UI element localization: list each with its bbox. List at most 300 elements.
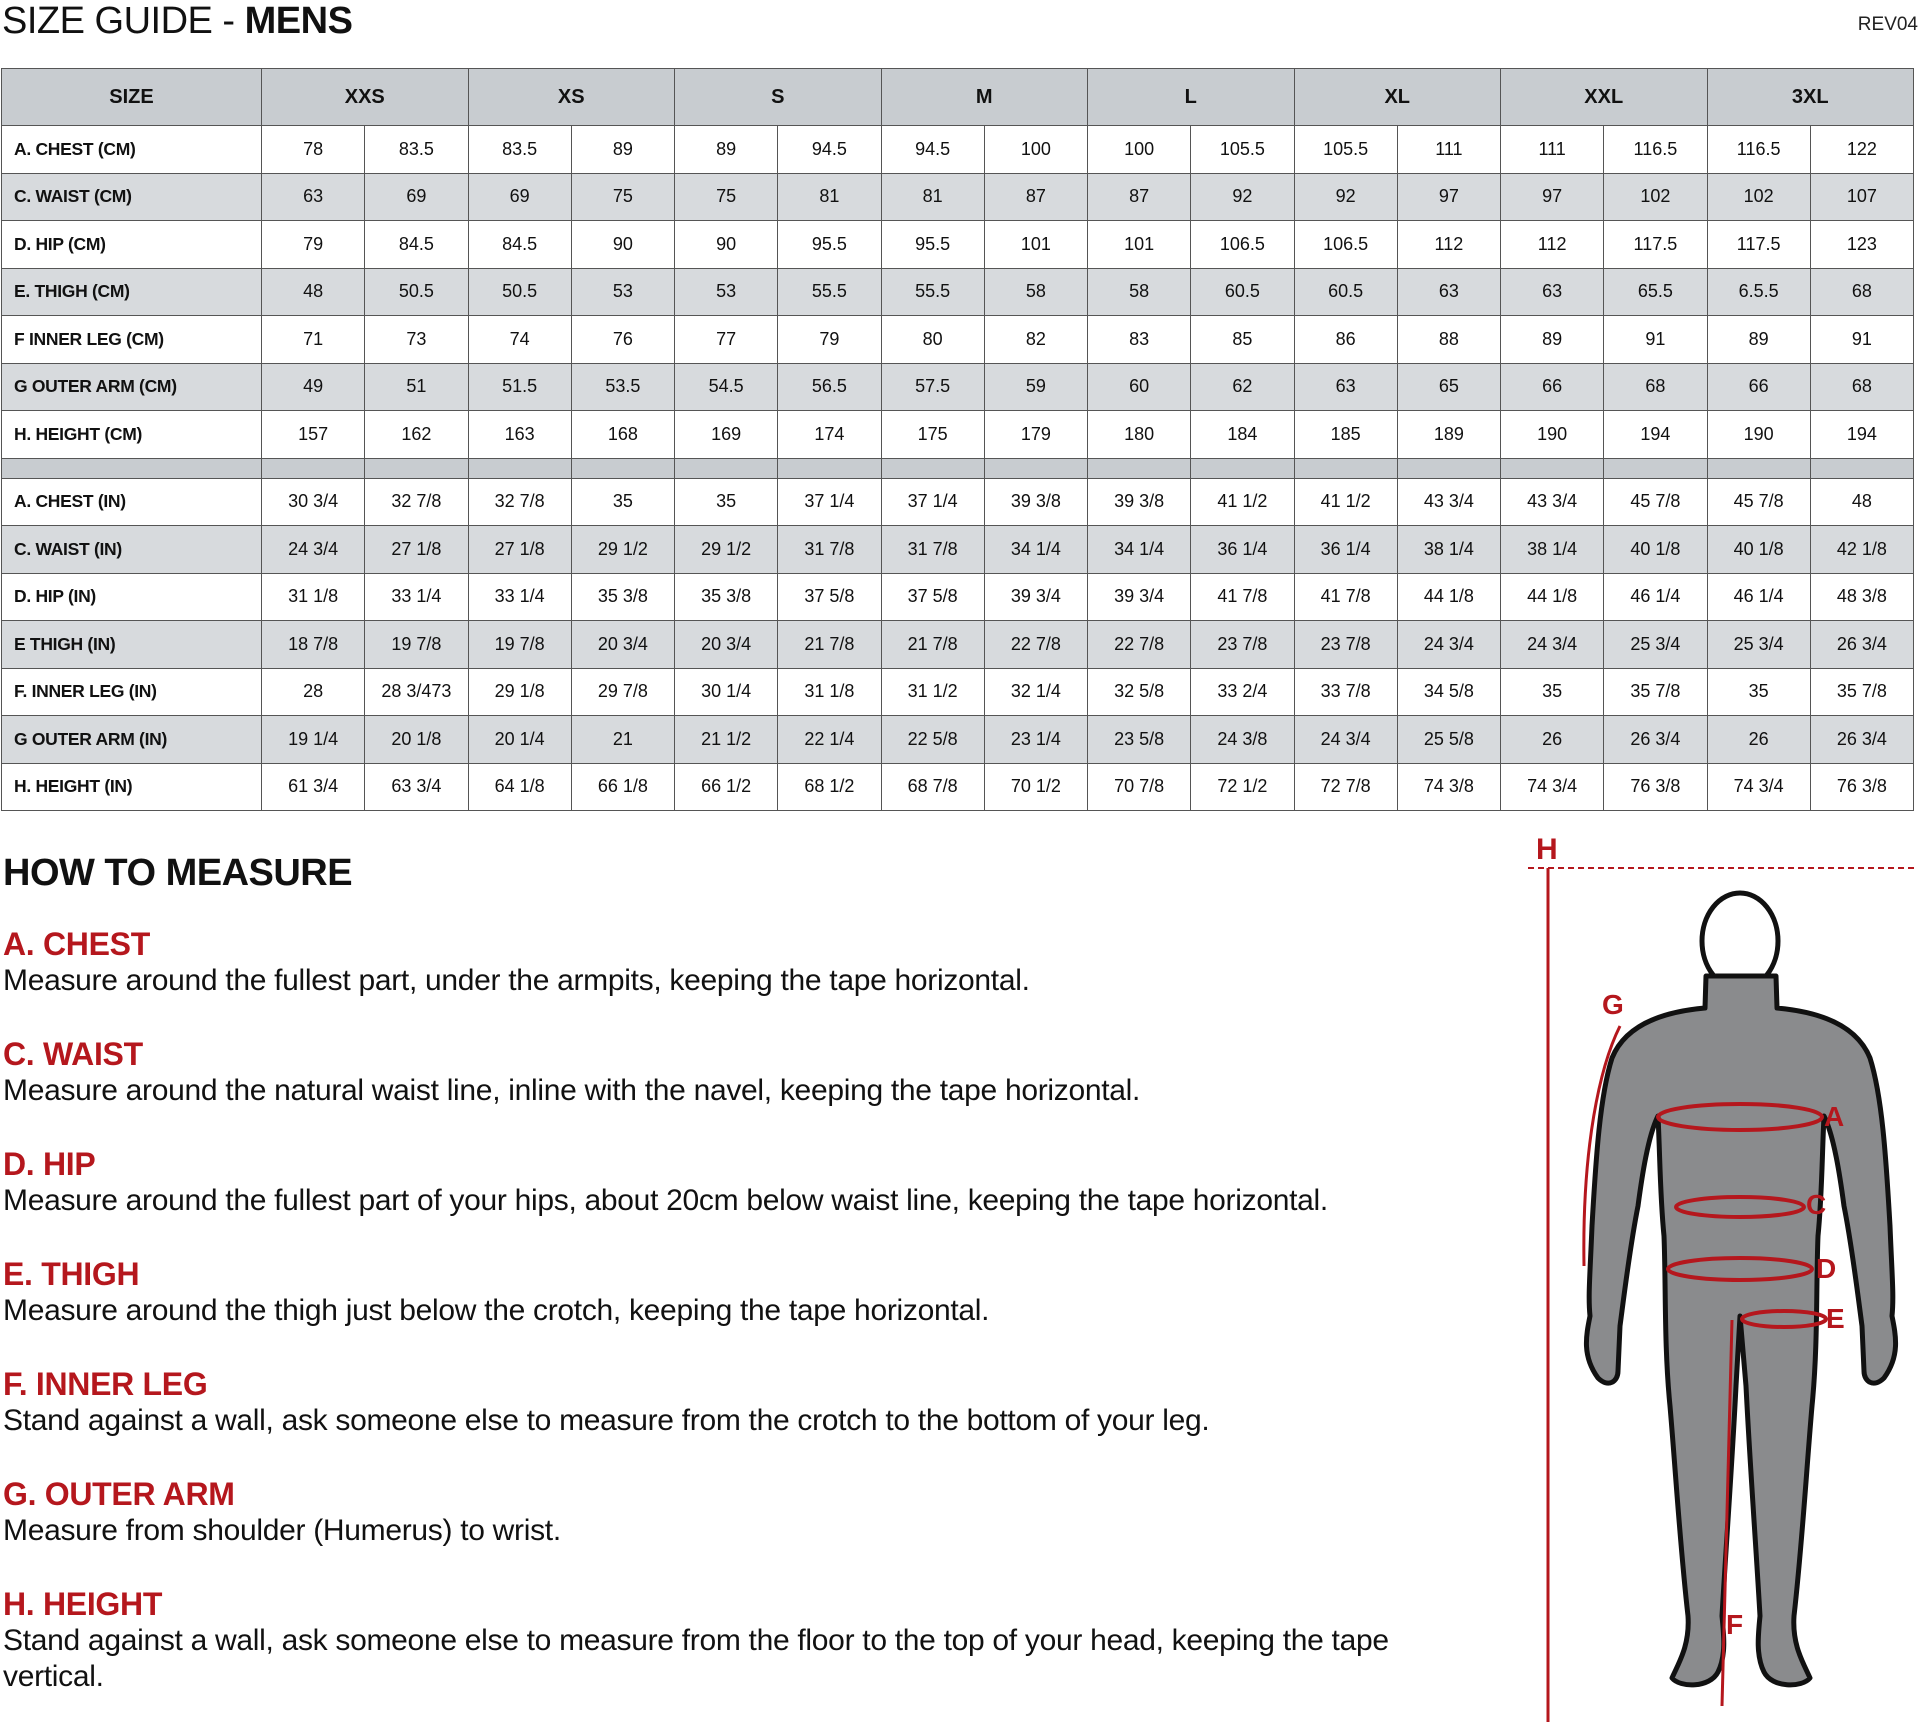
page-title — [2, 0, 352, 42]
size-header-xxl: XXL — [1501, 69, 1708, 126]
measurement-cell: 68 — [1604, 363, 1707, 411]
measurement-cell: 74 — [468, 316, 571, 364]
measurement-cell: 100 — [1088, 126, 1191, 174]
row-label: H. HEIGHT (IN) — [2, 763, 262, 811]
measurement-cell: 58 — [984, 268, 1087, 316]
measurement-cell: 26 3/4 — [1604, 716, 1707, 764]
measurement-cell: 21 7/8 — [881, 621, 984, 669]
measurement-cell: 64 1/8 — [468, 763, 571, 811]
measurement-cell: 36 1/4 — [1294, 526, 1397, 574]
measurement-cell: 44 1/8 — [1501, 573, 1604, 621]
measurement-cell: 37 1/4 — [778, 478, 881, 526]
measurement-cell: 31 1/8 — [262, 573, 365, 621]
measurement-cell: 21 1/2 — [675, 716, 778, 764]
unit-divider — [2, 458, 1914, 478]
measurement-cell: 35 7/8 — [1810, 668, 1913, 716]
measurement-cell: 31 1/2 — [881, 668, 984, 716]
in-row — [2, 621, 1914, 669]
measurement-cell: 58 — [1088, 268, 1191, 316]
measurement-cell: 77 — [675, 316, 778, 364]
measurement-cell: 82 — [984, 316, 1087, 364]
measurement-cell: 116.5 — [1707, 126, 1810, 174]
measurement-cell: 31 1/8 — [778, 668, 881, 716]
measurement-cell: 43 3/4 — [1397, 478, 1500, 526]
measurement-cell: 105.5 — [1191, 126, 1294, 174]
cm-row — [2, 411, 1914, 459]
measurement-cell: 34 1/4 — [984, 526, 1087, 574]
size-header-label: SIZE — [2, 69, 262, 126]
measurement-cell: 94.5 — [778, 126, 881, 174]
row-label: G OUTER ARM (IN) — [2, 716, 262, 764]
label-g: G — [1602, 989, 1624, 1020]
measurement-cell: 37 5/8 — [778, 573, 881, 621]
measurement-cell: 75 — [675, 173, 778, 221]
size-header-3xl: 3XL — [1707, 69, 1914, 126]
measure-item — [3, 925, 1463, 999]
measurement-cell: 26 — [1707, 716, 1810, 764]
measurement-cell: 56.5 — [778, 363, 881, 411]
measurement-cell: 20 3/4 — [571, 621, 674, 669]
measurement-cell: 65.5 — [1604, 268, 1707, 316]
measurement-cell: 69 — [468, 173, 571, 221]
measurement-cell: 95.5 — [778, 221, 881, 269]
measurement-cell: 63 — [1294, 363, 1397, 411]
measurement-cell: 57.5 — [881, 363, 984, 411]
measurement-cell: 28 3/473 — [365, 668, 468, 716]
row-label: A. CHEST (IN) — [2, 478, 262, 526]
label-a: A — [1824, 1101, 1845, 1132]
revision-code: REV04 — [1857, 14, 1918, 35]
measurement-cell: 23 5/8 — [1088, 716, 1191, 764]
in-row — [2, 716, 1914, 764]
measurement-cell: 36 1/4 — [1191, 526, 1294, 574]
measurement-cell: 53 — [571, 268, 674, 316]
measurement-cell: 25 3/4 — [1604, 621, 1707, 669]
row-label: F INNER LEG (CM) — [2, 316, 262, 364]
size-table — [1, 68, 1914, 811]
label-e: E — [1826, 1303, 1845, 1334]
measurement-cell: 48 — [262, 268, 365, 316]
measurement-cell: 180 — [1088, 411, 1191, 459]
measurement-cell: 105.5 — [1294, 126, 1397, 174]
measurement-cell: 86 — [1294, 316, 1397, 364]
measurement-cell: 46 1/4 — [1604, 573, 1707, 621]
measurement-cell: 189 — [1397, 411, 1500, 459]
measurement-cell: 174 — [778, 411, 881, 459]
measurement-cell: 123 — [1810, 221, 1913, 269]
measure-item — [3, 1365, 1463, 1439]
measurement-cell: 70 1/2 — [984, 763, 1087, 811]
in-row — [2, 478, 1914, 526]
measurement-cell: 33 1/4 — [468, 573, 571, 621]
measurement-cell: 107 — [1810, 173, 1913, 221]
measurement-cell: 81 — [778, 173, 881, 221]
measurement-cell: 26 3/4 — [1810, 621, 1913, 669]
cm-row — [2, 221, 1914, 269]
how-to-measure — [3, 852, 1463, 1731]
measurement-cell: 20 3/4 — [675, 621, 778, 669]
measurement-cell: 87 — [1088, 173, 1191, 221]
cm-row — [2, 126, 1914, 174]
measurement-figure — [1500, 826, 1920, 1722]
measure-description: Measure around the thigh just below the crotch, keeping the tape horizontal. — [3, 1294, 990, 1327]
measurement-cell: 39 3/4 — [1088, 573, 1191, 621]
measure-title: A. CHEST — [3, 926, 150, 962]
measurement-cell: 38 1/4 — [1397, 526, 1500, 574]
measurement-cell: 76 3/8 — [1604, 763, 1707, 811]
measurement-cell: 48 — [1810, 478, 1913, 526]
row-label: D. HIP (IN) — [2, 573, 262, 621]
measurement-cell: 21 — [571, 716, 674, 764]
measurement-cell: 23 1/4 — [984, 716, 1087, 764]
measurement-cell: 21 7/8 — [778, 621, 881, 669]
measurement-cell: 68 7/8 — [881, 763, 984, 811]
measurement-cell: 116.5 — [1604, 126, 1707, 174]
measurement-cell: 32 5/8 — [1088, 668, 1191, 716]
measurement-cell: 22 7/8 — [1088, 621, 1191, 669]
measurement-cell: 60 — [1088, 363, 1191, 411]
measure-title: D. HIP — [3, 1146, 96, 1182]
measurement-cell: 89 — [1707, 316, 1810, 364]
measure-item — [3, 1585, 1463, 1695]
measurement-cell: 92 — [1294, 173, 1397, 221]
measurement-cell: 84.5 — [468, 221, 571, 269]
measurement-cell: 24 3/4 — [262, 526, 365, 574]
measurement-cell: 39 3/4 — [984, 573, 1087, 621]
row-label: H. HEIGHT (CM) — [2, 411, 262, 459]
measurement-cell: 53.5 — [571, 363, 674, 411]
measurement-cell: 50.5 — [468, 268, 571, 316]
measurement-cell: 49 — [262, 363, 365, 411]
measurement-cell: 84.5 — [365, 221, 468, 269]
measurement-cell: 26 — [1501, 716, 1604, 764]
in-row — [2, 763, 1914, 811]
cm-row — [2, 173, 1914, 221]
measurement-cell: 74 3/4 — [1707, 763, 1810, 811]
row-label: E. THIGH (CM) — [2, 268, 262, 316]
measurement-cell: 34 1/4 — [1088, 526, 1191, 574]
measurement-cell: 37 5/8 — [881, 573, 984, 621]
measurement-cell: 24 3/8 — [1191, 716, 1294, 764]
measurement-cell: 102 — [1604, 173, 1707, 221]
measurement-cell: 74 3/8 — [1397, 763, 1500, 811]
measure-item — [3, 1035, 1463, 1109]
measurement-cell: 111 — [1501, 126, 1604, 174]
measurement-cell: 190 — [1707, 411, 1810, 459]
measure-description: Measure around the natural waist line, inline with the navel, keeping the tape horizontal. — [3, 1074, 1141, 1107]
measurement-cell: 23 7/8 — [1191, 621, 1294, 669]
measurement-cell: 32 1/4 — [984, 668, 1087, 716]
measurement-cell: 101 — [984, 221, 1087, 269]
measurement-cell: 25 3/4 — [1707, 621, 1810, 669]
row-label: C. WAIST (IN) — [2, 526, 262, 574]
measurement-cell: 72 7/8 — [1294, 763, 1397, 811]
measurement-cell: 83.5 — [365, 126, 468, 174]
how-to-heading: HOW TO MEASURE — [3, 852, 353, 894]
measurement-cell: 30 1/4 — [675, 668, 778, 716]
measurement-cell: 63 — [1501, 268, 1604, 316]
measurement-cell: 63 3/4 — [365, 763, 468, 811]
measurement-cell: 100 — [984, 126, 1087, 174]
measurement-cell: 68 1/2 — [778, 763, 881, 811]
measurement-cell: 169 — [675, 411, 778, 459]
row-label: D. HIP (CM) — [2, 221, 262, 269]
measurement-cell: 89 — [1501, 316, 1604, 364]
measurement-cell: 24 3/4 — [1501, 621, 1604, 669]
measurement-cell: 194 — [1604, 411, 1707, 459]
measurement-cell: 24 3/4 — [1294, 716, 1397, 764]
title-gender: MENS — [244, 0, 353, 42]
measurement-cell: 95.5 — [881, 221, 984, 269]
measurement-cell: 66 1/8 — [571, 763, 674, 811]
cm-row — [2, 363, 1914, 411]
measurement-cell: 91 — [1604, 316, 1707, 364]
measurement-cell: 66 — [1501, 363, 1604, 411]
measure-title: G. OUTER ARM — [3, 1476, 235, 1512]
measurement-cell: 90 — [675, 221, 778, 269]
measurement-cell: 25 5/8 — [1397, 716, 1500, 764]
label-h: H — [1536, 833, 1558, 866]
in-rows — [2, 478, 1914, 811]
measurement-cell: 32 7/8 — [468, 478, 571, 526]
measurement-cell: 40 1/8 — [1604, 526, 1707, 574]
measurement-cell: 55.5 — [778, 268, 881, 316]
measurement-cell: 83 — [1088, 316, 1191, 364]
measurement-cell: 106.5 — [1294, 221, 1397, 269]
measurement-cell: 35 — [1707, 668, 1810, 716]
measurement-cell: 38 1/4 — [1501, 526, 1604, 574]
in-row — [2, 526, 1914, 574]
measurement-cell: 59 — [984, 363, 1087, 411]
measurement-cell: 70 7/8 — [1088, 763, 1191, 811]
row-label: F. INNER LEG (IN) — [2, 668, 262, 716]
measurement-cell: 29 1/8 — [468, 668, 571, 716]
measurement-cell: 41 1/2 — [1191, 478, 1294, 526]
measure-item — [3, 1475, 1463, 1549]
measurement-cell: 117.5 — [1707, 221, 1810, 269]
measurement-cell: 112 — [1397, 221, 1500, 269]
size-header-s: S — [675, 69, 882, 126]
measurement-cell: 61 3/4 — [262, 763, 365, 811]
measurement-cell: 39 3/8 — [984, 478, 1087, 526]
measurement-cell: 31 7/8 — [778, 526, 881, 574]
measure-title: F. INNER LEG — [3, 1366, 208, 1402]
measurement-cell: 75 — [571, 173, 674, 221]
measurement-cell: 97 — [1501, 173, 1604, 221]
measurement-cell: 35 7/8 — [1604, 668, 1707, 716]
measurement-cell: 39 3/8 — [1088, 478, 1191, 526]
measurement-cell: 42 1/8 — [1810, 526, 1913, 574]
measurement-cell: 88 — [1397, 316, 1500, 364]
measure-description: Measure around the fullest part, under the armpits, keeping the tape horizontal. — [3, 964, 1030, 997]
measurement-cell: 175 — [881, 411, 984, 459]
measurement-cell: 60.5 — [1294, 268, 1397, 316]
measurement-cell: 33 2/4 — [1191, 668, 1294, 716]
measurement-cell: 194 — [1810, 411, 1913, 459]
body-diagram — [1500, 826, 1920, 1722]
measurement-cell: 101 — [1088, 221, 1191, 269]
measurement-cell: 27 1/8 — [365, 526, 468, 574]
measurement-cell: 73 — [365, 316, 468, 364]
body-silhouette — [1586, 893, 1895, 1685]
measurement-cell: 54.5 — [675, 363, 778, 411]
measure-title: E. THIGH — [3, 1256, 140, 1292]
measurement-cell: 60.5 — [1191, 268, 1294, 316]
row-label: E THIGH (IN) — [2, 621, 262, 669]
measurement-cell: 157 — [262, 411, 365, 459]
measurement-cell: 19 1/4 — [262, 716, 365, 764]
measurement-cell: 83.5 — [468, 126, 571, 174]
measurement-cell: 29 1/2 — [675, 526, 778, 574]
measurement-cell: 74 3/4 — [1501, 763, 1604, 811]
measurement-cell: 79 — [262, 221, 365, 269]
measure-description: Stand against a wall, ask someone else to measure from the floor to the top of your head, keeping the tape vertical. — [3, 1624, 1389, 1693]
measurement-cell: 65 — [1397, 363, 1500, 411]
measurement-cell: 34 5/8 — [1397, 668, 1500, 716]
cm-rows — [2, 126, 1914, 459]
measurement-cell: 35 — [571, 478, 674, 526]
measurement-cell: 20 1/8 — [365, 716, 468, 764]
how-to-list — [3, 925, 1463, 1695]
measurement-cell: 85 — [1191, 316, 1294, 364]
measurement-cell: 30 3/4 — [262, 478, 365, 526]
measurement-cell: 23 7/8 — [1294, 621, 1397, 669]
size-header-xxs: XXS — [262, 69, 469, 126]
measurement-cell: 22 1/4 — [778, 716, 881, 764]
measurement-cell: 69 — [365, 173, 468, 221]
size-header-l: L — [1088, 69, 1295, 126]
in-row — [2, 573, 1914, 621]
measurement-cell: 41 7/8 — [1294, 573, 1397, 621]
measurement-cell: 28 — [262, 668, 365, 716]
measurement-cell: 51 — [365, 363, 468, 411]
measurement-cell: 29 7/8 — [571, 668, 674, 716]
measurement-cell: 24 3/4 — [1397, 621, 1500, 669]
measurement-cell: 72 1/2 — [1191, 763, 1294, 811]
suit — [1586, 976, 1895, 1685]
measurement-cell: 26 3/4 — [1810, 716, 1913, 764]
measurement-cell: 44 1/8 — [1397, 573, 1500, 621]
measurement-cell: 90 — [571, 221, 674, 269]
measurement-cell: 76 3/8 — [1810, 763, 1913, 811]
measurement-cell: 97 — [1397, 173, 1500, 221]
measurement-cell: 81 — [881, 173, 984, 221]
measurement-cell: 18 7/8 — [262, 621, 365, 669]
measurement-cell: 22 5/8 — [881, 716, 984, 764]
measure-item — [3, 1255, 1463, 1329]
measurement-cell: 62 — [1191, 363, 1294, 411]
measurement-cell: 40 1/8 — [1707, 526, 1810, 574]
measurement-cell: 37 1/4 — [881, 478, 984, 526]
measure-description: Measure from shoulder (Humerus) to wrist. — [3, 1514, 561, 1547]
measurement-cell: 41 7/8 — [1191, 573, 1294, 621]
measurement-cell: 22 7/8 — [984, 621, 1087, 669]
label-c: C — [1806, 1189, 1827, 1220]
measurement-cell: 19 7/8 — [365, 621, 468, 669]
measurement-cell: 179 — [984, 411, 1087, 459]
measurement-cell: 63 — [1397, 268, 1500, 316]
measurement-cell: 27 1/8 — [468, 526, 571, 574]
measurement-cell: 29 1/2 — [571, 526, 674, 574]
measurement-cell: 68 — [1810, 268, 1913, 316]
row-label: A. CHEST (CM) — [2, 126, 262, 174]
measure-item — [3, 1145, 1463, 1219]
measurement-cell: 45 7/8 — [1707, 478, 1810, 526]
measurement-cell: 48 3/8 — [1810, 573, 1913, 621]
measurement-cell: 33 1/4 — [365, 573, 468, 621]
measurement-cell: 163 — [468, 411, 571, 459]
measurement-cell: 79 — [778, 316, 881, 364]
measurement-cell: 92 — [1191, 173, 1294, 221]
in-row — [2, 668, 1914, 716]
label-f: F — [1726, 1609, 1744, 1640]
measurement-cell: 190 — [1501, 411, 1604, 459]
measurement-cell: 168 — [571, 411, 674, 459]
measurement-cell: 55.5 — [881, 268, 984, 316]
measurement-cell: 106.5 — [1191, 221, 1294, 269]
measurement-cell: 32 7/8 — [365, 478, 468, 526]
measurement-cell: 162 — [365, 411, 468, 459]
measure-title: H. HEIGHT — [3, 1586, 163, 1622]
measurement-cell: 35 — [675, 478, 778, 526]
measure-title: C. WAIST — [3, 1036, 143, 1072]
size-header-m: M — [881, 69, 1088, 126]
measurement-cell: 80 — [881, 316, 984, 364]
measurement-cell: 41 1/2 — [1294, 478, 1397, 526]
measurement-cell: 35 — [1501, 668, 1604, 716]
cm-row — [2, 316, 1914, 364]
measurement-cell: 35 3/8 — [675, 573, 778, 621]
measurement-cell: 66 1/2 — [675, 763, 778, 811]
measurement-cell: 6.5.5 — [1707, 268, 1810, 316]
measurement-cell: 76 — [571, 316, 674, 364]
measurement-cell: 89 — [675, 126, 778, 174]
measurement-cell: 43 3/4 — [1501, 478, 1604, 526]
measurement-cell: 89 — [571, 126, 674, 174]
measurement-cell: 117.5 — [1604, 221, 1707, 269]
measurement-cell: 111 — [1397, 126, 1500, 174]
measurement-cell: 102 — [1707, 173, 1810, 221]
divider-row — [2, 458, 1914, 478]
measurement-cell: 185 — [1294, 411, 1397, 459]
measurement-cell: 33 7/8 — [1294, 668, 1397, 716]
measurement-cell: 53 — [675, 268, 778, 316]
measurement-cell: 94.5 — [881, 126, 984, 174]
measurement-cell: 50.5 — [365, 268, 468, 316]
size-header-row — [2, 69, 1914, 126]
measurement-cell: 46 1/4 — [1707, 573, 1810, 621]
cm-row — [2, 268, 1914, 316]
measurement-cell: 66 — [1707, 363, 1810, 411]
measurement-cell: 51.5 — [468, 363, 571, 411]
title-prefix: SIZE GUIDE - — [2, 0, 245, 42]
measurement-cell: 35 3/8 — [571, 573, 674, 621]
measurement-cell: 31 7/8 — [881, 526, 984, 574]
measure-description: Stand against a wall, ask someone else to measure from the crotch to the bottom of your leg. — [3, 1404, 1210, 1437]
row-label: G OUTER ARM (CM) — [2, 363, 262, 411]
row-label: C. WAIST (CM) — [2, 173, 262, 221]
measurement-cell: 19 7/8 — [468, 621, 571, 669]
measurement-cell: 78 — [262, 126, 365, 174]
size-header-xl: XL — [1294, 69, 1501, 126]
measurement-cell: 63 — [262, 173, 365, 221]
label-d: D — [1816, 1253, 1837, 1284]
measurement-cell: 91 — [1810, 316, 1913, 364]
measurement-cell: 122 — [1810, 126, 1913, 174]
measure-description: Measure around the fullest part of your hips, about 20cm below waist line, keeping the tape horizontal. — [3, 1184, 1328, 1217]
size-header-xs: XS — [468, 69, 675, 126]
measurement-cell: 71 — [262, 316, 365, 364]
